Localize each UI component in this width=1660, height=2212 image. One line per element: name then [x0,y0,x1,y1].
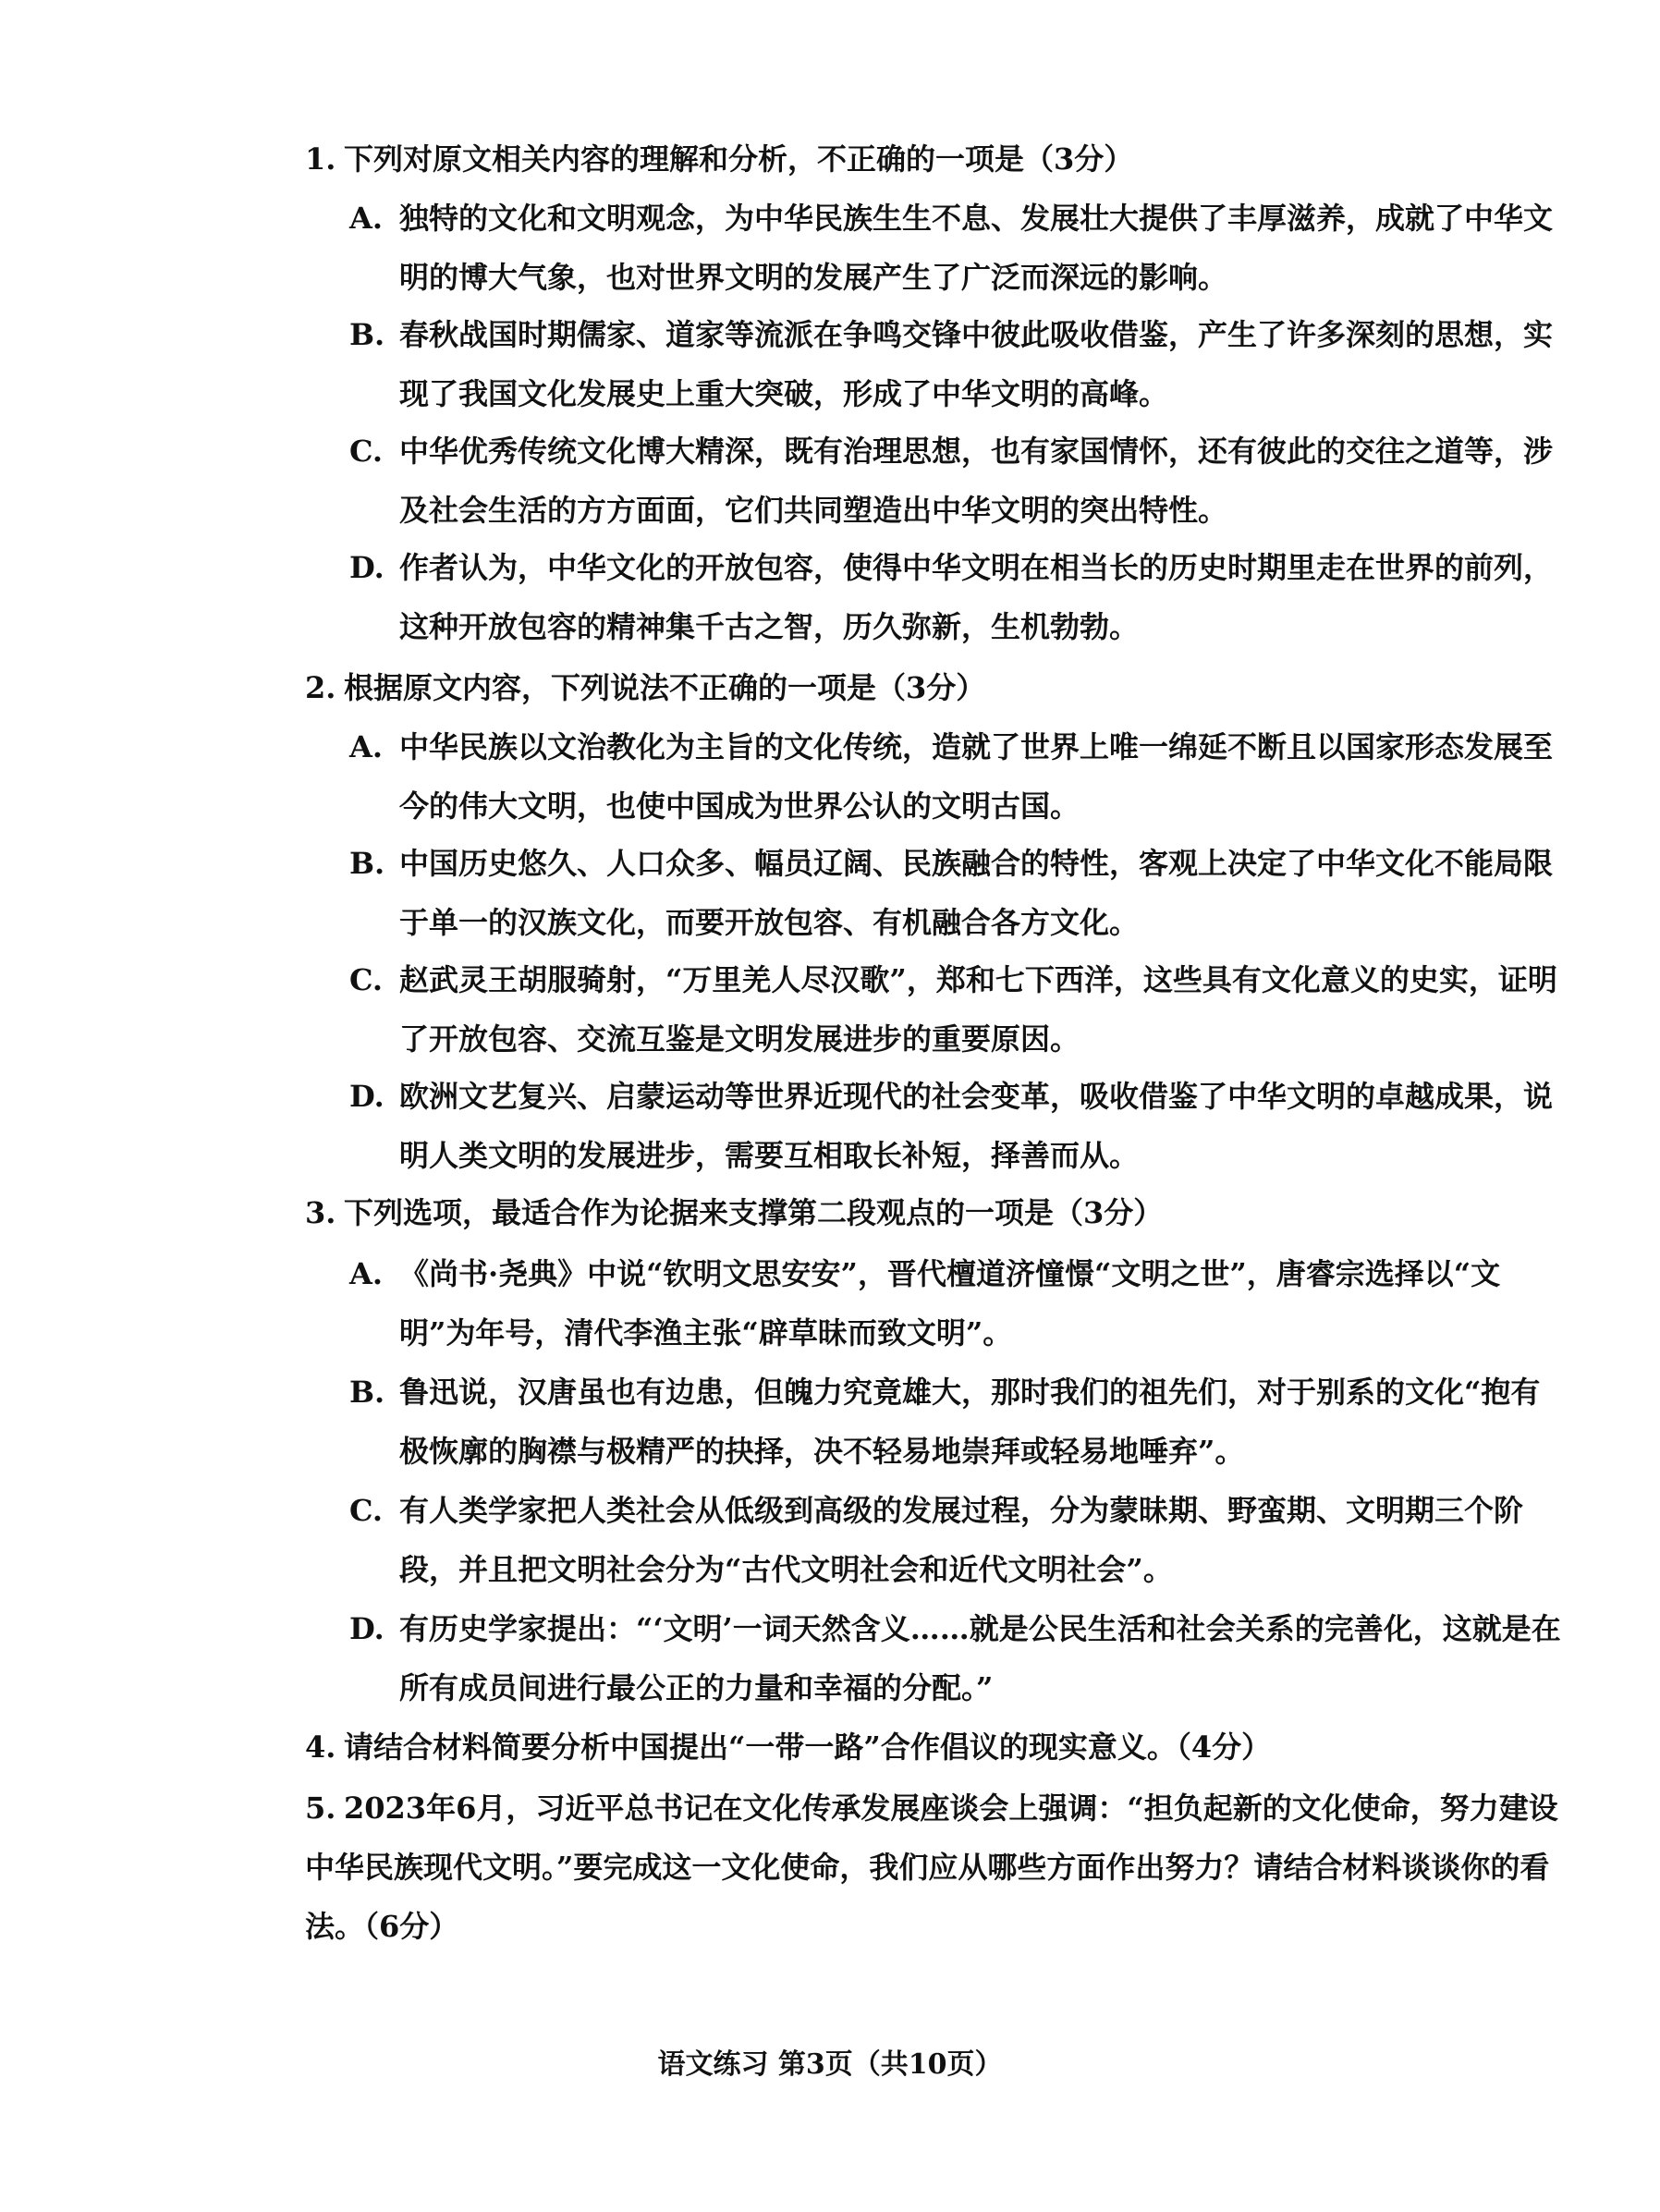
question-2-option-b [349,834,1569,952]
option-label: B. [349,317,385,352]
option-text: 中华民族以文治教化为主旨的文化传统，造就了世界上唯一绵延不断且以国家形态发展至今的伟大文明，也使中国成为世界公认的文明古国。 [399,729,1554,824]
option-text: 作者认为，中华文化的开放包容，使得中华文明在相当长的历史时期里走在世界的前列，这种开放包容的精神集千古之智，历久弥新，生机勃勃。 [399,550,1554,644]
question-number: 4. [305,1729,336,1765]
option-text: 鲁迅说，汉唐虽也有边患，但魄力究竟雄大，那时我们的祖先们，对于别系的文化“抱有极恢廓的胸襟与极精严的抉择，决不轻易地崇拜或轻易地唾弃”。 [399,1375,1541,1469]
option-label: D. [349,550,384,585]
page-footer: 语文练习 第3页（共10页） [657,2048,1003,2081]
question-3-option-c [349,1481,1569,1599]
option-label: A. [349,1256,383,1291]
option-label: C. [349,434,384,469]
question-stem: 下列对原文相关内容的理解和分析，不正确的一项是（3分） [344,141,1134,177]
question-stem: 请结合材料简要分析中国提出“一带一路”合作倡议的现实意义。（4分） [344,1729,1272,1765]
question-2-option-a [349,717,1569,836]
question-number: 2. [305,670,336,705]
option-text: 《尚书·尧典》中说“钦明文思安安”，晋代檀道济憧憬“文明之世”，唐睿宗选择以“文明”为年号，清代李渔主张“辟草昧而致文明”。 [399,1256,1501,1350]
question-number: 3. [305,1195,336,1230]
question-3-option-a [349,1244,1569,1363]
option-label: D. [349,1079,384,1114]
question-1 [305,129,1571,189]
option-text: 有历史学家提出：“‘文明’一词天然含义……就是公民生活和社会关系的完善化，这就是在所有成员间进行最公正的力量和幸福的分配。” [399,1611,1561,1705]
option-text: 中国历史悠久、人口众多、幅员辽阔、民族融合的特性，客观上决定了中华文化不能局限于单一的汉族文化，而要开放包容、有机融合各方文化。 [399,846,1554,940]
option-label: D. [349,1611,384,1646]
question-number: 1. [305,141,336,177]
option-label: A. [349,201,383,236]
option-text: 中华优秀传统文化博大精深，既有治理思想，也有家国情怀，还有彼此的交往之道等，涉及社会生活的方方面面，它们共同塑造出中华文明的突出特性。 [399,434,1554,528]
option-text: 独特的文化和文明观念，为中华民族生生不息、发展壮大提供了丰厚滋养，成就了中华文明的博大气象，也对世界文明的发展产生了广泛而深远的影响。 [399,201,1554,295]
question-stem: 下列选项，最适合作为论据来支撑第二段观点的一项是（3分） [344,1195,1164,1230]
option-label: A. [349,729,383,764]
question-1-option-c [349,422,1569,540]
option-text: 赵武灵王胡服骑射，“万里羌人尽汉歌”，郑和七下西洋，这些具有文化意义的史实，证明了开放包容、交流互鉴是文明发展进步的重要原因。 [399,962,1557,1057]
question-2 [305,658,1571,717]
question-1-option-b [349,305,1569,423]
question-number: 5. [305,1790,336,1826]
question-2-option-c [349,950,1569,1069]
option-label: C. [349,1493,384,1528]
question-5 [305,1778,1571,1956]
question-3-option-d [349,1599,1569,1717]
question-3-option-b [349,1363,1569,1481]
option-label: C. [349,962,384,997]
option-text: 春秋战国时期儒家、道家等流派在争鸣交锋中彼此吸收借鉴，产生了许多深刻的思想，实现了我国文化发展史上重大突破，形成了中华文明的高峰。 [399,317,1554,411]
question-stem: 根据原文内容，下列说法不正确的一项是（3分） [344,670,986,705]
question-1-option-d [349,538,1569,656]
question-2-option-d [349,1067,1569,1185]
question-3 [305,1183,1571,1242]
question-stem: 2023年6月，习近平总书记在文化传承发展座谈会上强调：“担负起新的文化使命，努力建设中华民族现代文明。”要完成这一文化使命，我们应从哪些方面作出努力？请结合材料谈谈你的看法。（6分） [305,1790,1558,1944]
option-text: 欧洲文艺复兴、启蒙运动等世界近现代的社会变革，吸收借鉴了中华文明的卓越成果，说明人类文明的发展进步，需要互相取长补短，择善而从。 [399,1079,1554,1173]
question-1-option-a [349,189,1569,307]
option-label: B. [349,846,385,881]
option-text: 有人类学家把人类社会从低级到高级的发展过程，分为蒙昧期、野蛮期、文明期三个阶段，并且把文明社会分为“古代文明社会和近代文明社会”。 [399,1493,1524,1587]
option-label: B. [349,1375,385,1410]
question-4 [305,1717,1571,1777]
